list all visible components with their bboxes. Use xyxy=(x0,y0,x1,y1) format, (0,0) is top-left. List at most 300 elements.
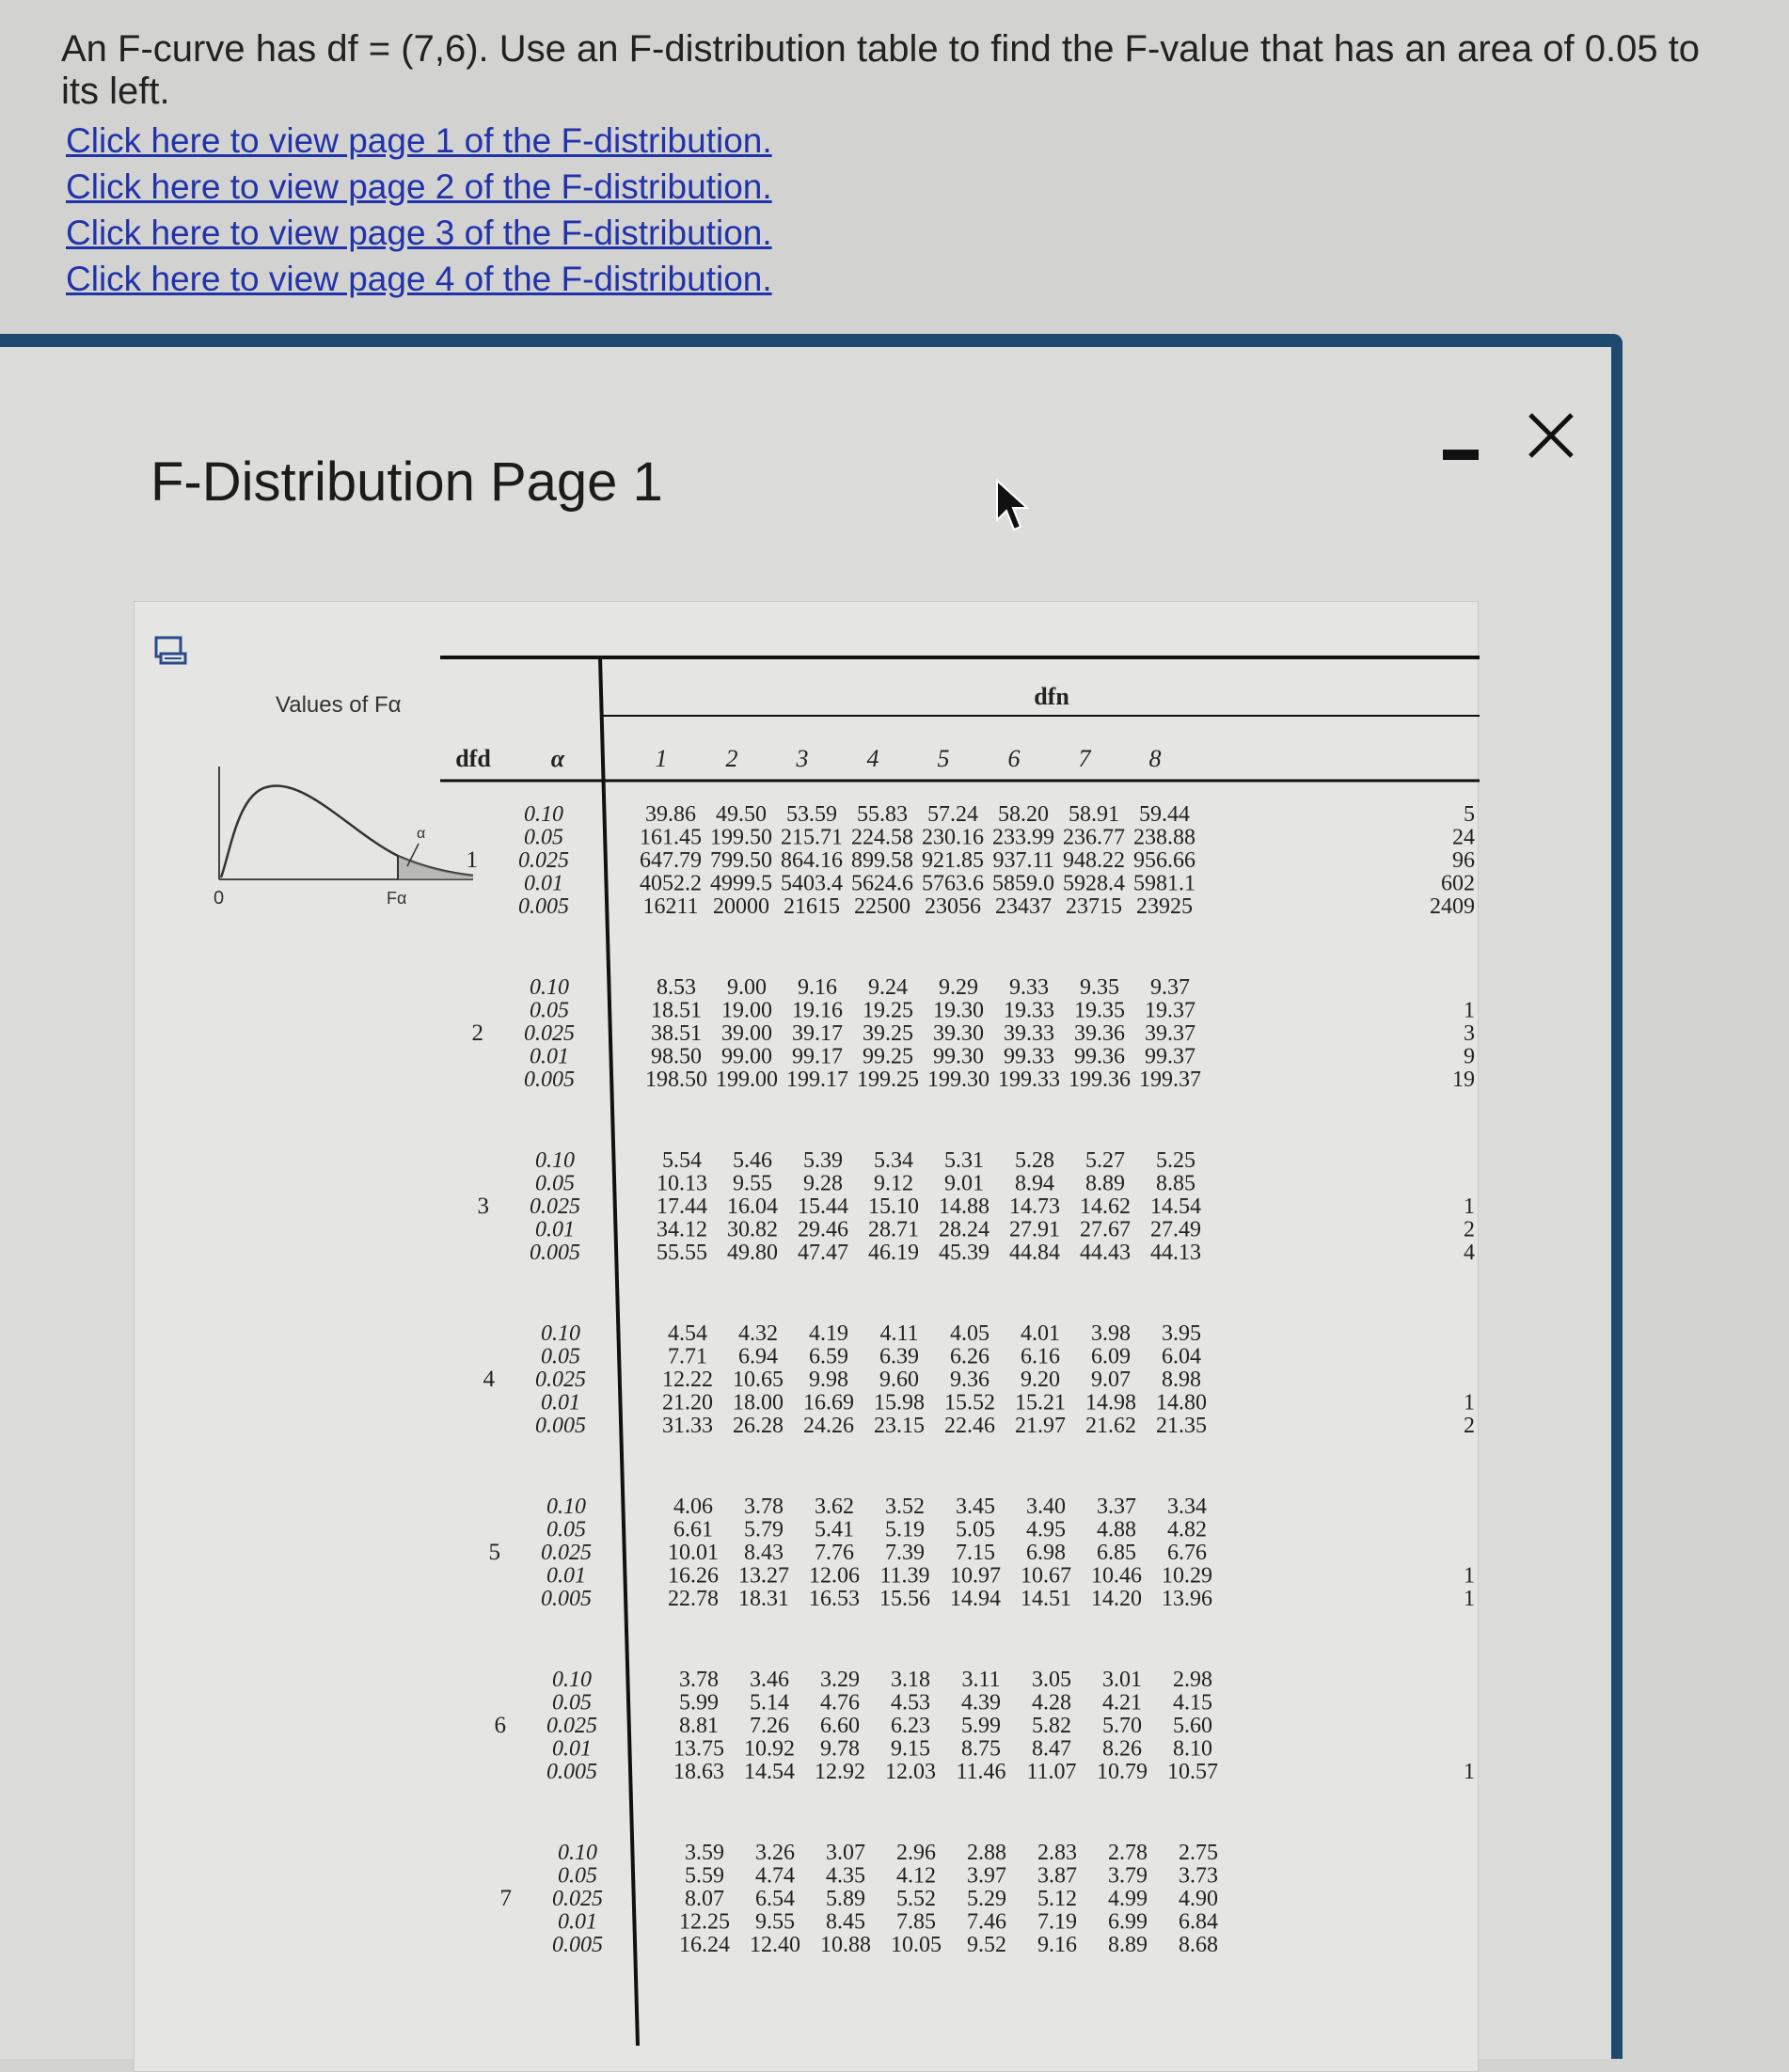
table-cell: 4.15 xyxy=(1173,1690,1212,1716)
alpha-value: 0.01 xyxy=(541,1390,580,1416)
table-cell: 58.91 xyxy=(1069,802,1119,827)
table-cell: 14.88 xyxy=(939,1194,989,1219)
table-cell: 6.98 xyxy=(1026,1541,1066,1565)
table-cell: 12.92 xyxy=(815,1760,865,1784)
table-cell: 28.71 xyxy=(868,1217,919,1242)
table-cell: 6.16 xyxy=(1021,1344,1060,1369)
table-cell: 11.46 xyxy=(956,1760,1006,1784)
table-cell: 8.94 xyxy=(1015,1171,1054,1196)
dfd-value: 5 xyxy=(488,1540,500,1565)
table-cell: 8.10 xyxy=(1173,1736,1212,1762)
table-cell: 22.78 xyxy=(668,1587,719,1611)
table-cell: 7.15 xyxy=(956,1541,995,1565)
table-cell: 5.46 xyxy=(733,1148,772,1173)
table-cell: 39.30 xyxy=(933,1021,984,1046)
minimize-button[interactable] xyxy=(1439,427,1484,472)
dfd-value: 6 xyxy=(494,1713,506,1738)
link-page-2[interactable]: Click here to view page 2 of the F-distribution. xyxy=(66,167,772,206)
table-cell: 12.06 xyxy=(809,1563,860,1589)
table-cell: 199.37 xyxy=(1139,1068,1201,1092)
table-cell-clipped: 5 xyxy=(1464,802,1475,827)
alpha-value: 0.10 xyxy=(552,1668,592,1692)
table-cell: 215.71 xyxy=(781,825,843,850)
table-cell: 12.03 xyxy=(885,1760,936,1784)
table-cell: 44.84 xyxy=(1009,1241,1060,1265)
alpha-value: 0.01 xyxy=(535,1217,575,1242)
table-cell: 9.01 xyxy=(944,1171,984,1196)
table-cell: 38.51 xyxy=(651,1021,702,1046)
table-cell: 230.16 xyxy=(922,825,984,850)
table-cell: 39.17 xyxy=(792,1021,843,1046)
table-cell-clipped: 602 xyxy=(1441,871,1475,896)
table-cell: 5.99 xyxy=(679,1690,719,1716)
link-page-3[interactable]: Click here to view page 3 of the F-distribution. xyxy=(66,214,772,252)
table-cell: 39.36 xyxy=(1074,1021,1125,1046)
table-cell: 5.05 xyxy=(956,1517,995,1542)
table-cell: 39.25 xyxy=(863,1021,913,1046)
link-page-1[interactable]: Click here to view page 1 of the F-distribution. xyxy=(66,121,772,160)
table-cell: 39.86 xyxy=(645,802,696,827)
table-cell: 3.05 xyxy=(1032,1668,1071,1692)
table-cell: 3.07 xyxy=(826,1841,865,1865)
table-cell: 199.25 xyxy=(857,1068,919,1092)
table-cell: 6.99 xyxy=(1108,1909,1148,1935)
table-cell: 5.31 xyxy=(944,1148,984,1173)
table-cell: 4.76 xyxy=(820,1690,860,1716)
table-cell: 59.44 xyxy=(1139,802,1190,827)
alpha-value: 0.025 xyxy=(530,1194,580,1219)
column-header: 1 xyxy=(655,745,668,772)
column-header: 7 xyxy=(1078,745,1091,772)
column-header: 6 xyxy=(1007,745,1021,772)
alpha-value: 0.10 xyxy=(530,975,569,1000)
table-cell: 7.76 xyxy=(815,1541,854,1565)
table-cell: 6.59 xyxy=(809,1344,848,1369)
alpha-label: α xyxy=(417,826,426,842)
table-cell: 8.89 xyxy=(1085,1171,1125,1196)
alpha-value: 0.05 xyxy=(530,998,569,1023)
table-cell: 27.91 xyxy=(1009,1217,1060,1242)
table-cell: 57.24 xyxy=(927,802,978,827)
table-cell: 23437 xyxy=(995,894,1052,919)
table-cell: 9.16 xyxy=(798,975,837,1000)
table-cell: 5.99 xyxy=(961,1714,1001,1738)
table-cell: 2.83 xyxy=(1037,1841,1077,1865)
table-cell: 99.33 xyxy=(1004,1044,1054,1069)
table-cell: 6.60 xyxy=(820,1714,860,1738)
table-cell: 49.50 xyxy=(716,802,767,827)
table-cell: 55.83 xyxy=(857,802,908,827)
table-cell: 99.30 xyxy=(933,1044,984,1069)
table-cell-clipped: 1 xyxy=(1464,1563,1475,1589)
table-cell: 5.41 xyxy=(815,1517,854,1542)
table-cell: 224.58 xyxy=(851,825,913,850)
column-header: 4 xyxy=(866,745,879,772)
table-cell: 3.95 xyxy=(1162,1321,1201,1346)
table-cell: 9.12 xyxy=(874,1171,913,1196)
table-cell: 4.82 xyxy=(1167,1517,1207,1542)
table-cell: 2.75 xyxy=(1179,1841,1218,1865)
alpha-value: 0.10 xyxy=(524,802,563,827)
table-cell: 11.39 xyxy=(879,1563,930,1589)
alpha-value: 0.025 xyxy=(546,1714,597,1738)
table-cell: 2.88 xyxy=(967,1841,1006,1865)
alpha-value: 0.01 xyxy=(558,1909,597,1935)
dfd-value: 3 xyxy=(477,1194,489,1219)
table-cell: 44.43 xyxy=(1080,1241,1131,1265)
table-cell: 12.25 xyxy=(679,1909,730,1935)
table-cell: 23056 xyxy=(925,894,981,919)
table-cell: 4.74 xyxy=(755,1863,795,1889)
table-cell: 15.52 xyxy=(944,1390,995,1416)
table-cell: 9.07 xyxy=(1091,1368,1131,1392)
table-cell: 3.78 xyxy=(679,1668,719,1692)
table-cell: 7.85 xyxy=(896,1909,936,1935)
table-cell: 3.11 xyxy=(961,1668,1001,1692)
table-cell: 10.57 xyxy=(1167,1760,1218,1784)
table-cell: 948.22 xyxy=(1063,848,1125,873)
table-cell: 9.24 xyxy=(868,975,908,1000)
table-cell: 39.33 xyxy=(1004,1021,1054,1046)
table-cell: 9.55 xyxy=(733,1171,772,1196)
table-cell: 19.00 xyxy=(721,998,772,1023)
table-cell: 4.53 xyxy=(891,1690,930,1716)
table-cell: 6.04 xyxy=(1162,1344,1201,1369)
table-cell-clipped: 1 xyxy=(1464,1194,1475,1219)
table-cell: 22.46 xyxy=(944,1414,995,1438)
table-cell: 53.59 xyxy=(786,802,837,827)
diagram-title: Values of Fα xyxy=(276,692,402,718)
table-cell: 5.29 xyxy=(967,1887,1006,1911)
table-cell: 3.59 xyxy=(685,1841,724,1865)
table-cell: 2.98 xyxy=(1173,1668,1212,1692)
table-cell: 13.96 xyxy=(1162,1587,1212,1611)
f-distribution-dialog xyxy=(0,334,1623,2059)
table-cell: 15.10 xyxy=(868,1194,919,1219)
table-cell: 14.80 xyxy=(1156,1390,1207,1416)
table-cell: 15.44 xyxy=(798,1194,848,1219)
table-cell: 937.11 xyxy=(992,848,1054,873)
table-cell: 4.32 xyxy=(738,1321,778,1346)
alpha-value: 0.10 xyxy=(535,1148,575,1173)
table-cell: 10.67 xyxy=(1021,1563,1071,1589)
table-cell: 14.54 xyxy=(744,1760,795,1784)
table-cell-clipped: 1 xyxy=(1464,998,1475,1023)
table-cell: 19.30 xyxy=(933,998,984,1023)
table-cell: 5.60 xyxy=(1173,1714,1212,1738)
alpha-value: 0.005 xyxy=(552,1933,603,1957)
table-cell: 4.28 xyxy=(1032,1690,1071,1716)
table-cell: 236.77 xyxy=(1063,825,1125,850)
table-cell: 6.39 xyxy=(879,1344,919,1369)
alpha-value: 0.05 xyxy=(558,1863,597,1889)
table-cell: 647.79 xyxy=(640,848,702,873)
table-cell: 3.62 xyxy=(815,1495,854,1519)
table-cell: 10.97 xyxy=(950,1563,1001,1589)
table-cell: 4.54 xyxy=(668,1321,707,1346)
table-cell: 7.71 xyxy=(668,1344,707,1369)
table-cell: 99.37 xyxy=(1145,1044,1195,1069)
table-cell: 4.90 xyxy=(1179,1887,1218,1911)
table-cell: 4.88 xyxy=(1097,1517,1136,1542)
table-cell: 21.97 xyxy=(1015,1414,1066,1438)
table-cell: 6.09 xyxy=(1091,1344,1131,1369)
column-header: 3 xyxy=(796,745,809,772)
alpha-header: α xyxy=(550,745,565,772)
table-cell: 11.07 xyxy=(1026,1760,1077,1784)
table-cell: 199.50 xyxy=(710,825,772,850)
table-cell: 19.35 xyxy=(1074,998,1125,1023)
table-cell: 4.11 xyxy=(879,1321,919,1346)
table-cell: 6.85 xyxy=(1097,1541,1136,1565)
table-cell: 7.19 xyxy=(1037,1909,1077,1935)
table-cell: 16211 xyxy=(642,894,699,919)
dfn-header: dfn xyxy=(1034,683,1069,710)
alpha-value: 0.01 xyxy=(530,1044,569,1069)
table-cell: 16.53 xyxy=(809,1587,860,1611)
table-cell: 8.85 xyxy=(1156,1171,1195,1196)
table-cell: 5.52 xyxy=(896,1887,936,1911)
table-cell-clipped: 1 xyxy=(1464,1760,1475,1784)
table-cell: 4999.5 xyxy=(710,871,772,896)
table-cell: 8.81 xyxy=(679,1714,719,1738)
table-cell: 6.84 xyxy=(1179,1909,1218,1935)
table-cell: 5.34 xyxy=(874,1148,913,1173)
table-cell: 10.46 xyxy=(1091,1563,1142,1589)
table-cell: 10.79 xyxy=(1097,1760,1148,1784)
alpha-value: 0.025 xyxy=(535,1368,586,1392)
table-cell: 18.51 xyxy=(651,998,702,1023)
table-cell: 34.12 xyxy=(657,1217,707,1242)
table-cell: 14.54 xyxy=(1150,1194,1201,1219)
close-icon xyxy=(1519,403,1585,469)
origin-label: 0 xyxy=(214,888,225,909)
table-cell: 199.33 xyxy=(998,1068,1060,1092)
table-cell: 3.78 xyxy=(744,1495,784,1519)
table-cell: 9.37 xyxy=(1150,975,1190,1000)
table-cell: 233.99 xyxy=(992,825,1054,850)
dfd-value: 7 xyxy=(499,1886,512,1911)
table-cell: 10.65 xyxy=(733,1368,784,1392)
table-cell-clipped: 3 xyxy=(1464,1021,1475,1046)
alpha-value: 0.005 xyxy=(518,894,569,919)
close-button[interactable] xyxy=(1519,403,1585,469)
table-cell: 4.99 xyxy=(1108,1887,1148,1911)
table-cell: 10.88 xyxy=(820,1933,871,1957)
table-cell: 3.97 xyxy=(967,1863,1006,1889)
table-cell: 14.20 xyxy=(1091,1587,1142,1611)
table-cell: 4.19 xyxy=(809,1321,848,1346)
table-cell: 3.37 xyxy=(1097,1495,1136,1519)
table-cell: 3.01 xyxy=(1102,1668,1142,1692)
table-cell: 4.05 xyxy=(950,1321,989,1346)
table-cell: 27.67 xyxy=(1080,1217,1131,1242)
table-cell: 5.70 xyxy=(1102,1714,1142,1738)
table-cell: 8.43 xyxy=(744,1541,784,1565)
table-cell: 8.45 xyxy=(826,1909,865,1935)
table-cell: 3.52 xyxy=(885,1495,925,1519)
table-divider xyxy=(600,657,638,2046)
table-panel xyxy=(134,601,1479,2072)
table-cell: 24.26 xyxy=(803,1414,854,1438)
alpha-value: 0.01 xyxy=(546,1563,586,1589)
table-cell: 14.51 xyxy=(1021,1587,1071,1611)
alpha-value: 0.05 xyxy=(524,825,563,850)
table-cell: 3.40 xyxy=(1026,1495,1066,1519)
table-cell: 45.39 xyxy=(939,1241,989,1265)
dfd-value: 1 xyxy=(466,847,478,873)
table-cell: 9.33 xyxy=(1009,975,1049,1000)
table-cell: 4.06 xyxy=(673,1495,713,1519)
print-icon[interactable] xyxy=(153,635,191,667)
table-cell: 47.47 xyxy=(798,1241,848,1265)
column-header: 2 xyxy=(725,745,738,772)
alpha-value: 0.05 xyxy=(552,1690,592,1716)
table-cell: 31.33 xyxy=(662,1414,713,1438)
table-cell: 3.46 xyxy=(750,1668,789,1692)
table-cell: 9.52 xyxy=(967,1933,1006,1957)
table-cell: 5624.6 xyxy=(851,871,913,896)
table-cell: 9.20 xyxy=(1021,1368,1060,1392)
table-cell: 3.26 xyxy=(755,1841,795,1865)
table-cell: 19.25 xyxy=(863,998,913,1023)
table-cell: 6.61 xyxy=(673,1517,713,1542)
table-cell: 15.98 xyxy=(874,1390,925,1416)
table-cell: 10.92 xyxy=(744,1736,795,1762)
table-cell: 7.26 xyxy=(750,1714,789,1738)
table-cell: 5981.1 xyxy=(1133,871,1195,896)
table-cell: 238.88 xyxy=(1133,825,1195,850)
table-cell: 9.29 xyxy=(939,975,978,1000)
table-cell: 5859.0 xyxy=(992,871,1054,896)
table-cell-clipped: 19 xyxy=(1452,1068,1475,1092)
table-cell: 14.94 xyxy=(950,1587,1001,1611)
table-cell: 8.89 xyxy=(1108,1933,1148,1957)
table-cell-clipped: 96 xyxy=(1452,848,1475,873)
alpha-value: 0.025 xyxy=(518,848,569,873)
question-text: An F-curve has df = (7,6). Use an F-distribution table to find the F-value that has an area of 0.05 to its left. xyxy=(61,28,1701,112)
alpha-value: 0.025 xyxy=(552,1887,603,1911)
table-cell: 21.62 xyxy=(1085,1414,1136,1438)
table-cell: 5403.4 xyxy=(781,871,843,896)
table-cell: 5763.6 xyxy=(922,871,984,896)
alpha-value: 0.005 xyxy=(524,1068,575,1092)
density-curve xyxy=(221,785,473,878)
table-cell: 22500 xyxy=(854,894,910,919)
alpha-value: 0.025 xyxy=(541,1541,592,1565)
table-cell: 99.17 xyxy=(792,1044,843,1069)
alpha-value: 0.005 xyxy=(541,1587,592,1611)
table-cell: 9.55 xyxy=(755,1909,795,1935)
table-cell-clipped: 2409 xyxy=(1430,894,1475,919)
table-cell: 27.49 xyxy=(1150,1217,1201,1242)
table-cell: 19.37 xyxy=(1145,998,1195,1023)
table-cell: 4.12 xyxy=(896,1863,936,1889)
table-cell: 14.98 xyxy=(1085,1390,1136,1416)
table-cell: 5.54 xyxy=(662,1148,702,1173)
table-cell: 5.39 xyxy=(803,1148,843,1173)
table-cell: 99.00 xyxy=(721,1044,772,1069)
table-cell: 30.82 xyxy=(727,1217,778,1242)
table-cell: 44.13 xyxy=(1150,1241,1201,1265)
table-cell: 18.63 xyxy=(673,1760,724,1784)
alpha-value: 0.005 xyxy=(546,1760,597,1784)
alpha-value: 0.005 xyxy=(530,1241,580,1265)
f-alpha-label: Fα xyxy=(387,889,407,908)
alpha-value: 0.10 xyxy=(558,1841,597,1865)
table-cell: 9.16 xyxy=(1037,1933,1077,1957)
table-cell: 9.28 xyxy=(803,1171,843,1196)
table-cell: 9.78 xyxy=(820,1736,860,1762)
table-cell: 5.59 xyxy=(685,1863,724,1889)
table-cell: 8.47 xyxy=(1032,1736,1071,1762)
table-cell-clipped: 2 xyxy=(1464,1414,1475,1438)
table-cell: 9.36 xyxy=(950,1368,989,1392)
table-cell: 3.29 xyxy=(820,1668,860,1692)
table-cell: 10.13 xyxy=(657,1171,707,1196)
table-cell: 19.16 xyxy=(792,998,843,1023)
table-cell: 4.01 xyxy=(1021,1321,1060,1346)
link-list xyxy=(66,118,772,302)
table-cell: 10.29 xyxy=(1162,1563,1212,1589)
table-cell: 5.25 xyxy=(1156,1148,1195,1173)
table-cell: 8.68 xyxy=(1179,1933,1218,1957)
table-cell: 921.85 xyxy=(922,848,984,873)
table-cell: 18.31 xyxy=(738,1587,789,1611)
table-cell: 28.24 xyxy=(939,1217,989,1242)
alpha-value: 0.10 xyxy=(546,1495,586,1519)
table-cell: 5.82 xyxy=(1032,1714,1071,1738)
table-cell: 5.28 xyxy=(1015,1148,1054,1173)
table-cell: 199.17 xyxy=(786,1068,848,1092)
table-cell: 9.15 xyxy=(891,1736,930,1762)
table-cell-clipped: 24 xyxy=(1452,825,1475,850)
alpha-value: 0.05 xyxy=(535,1171,575,1196)
alpha-value: 0.005 xyxy=(535,1414,586,1438)
table-cell: 21.20 xyxy=(662,1390,713,1416)
table-cell: 29.46 xyxy=(798,1217,848,1242)
table-cell: 3.45 xyxy=(956,1495,995,1519)
table-cell: 9.98 xyxy=(809,1368,848,1392)
alpha-value: 0.05 xyxy=(546,1517,586,1542)
link-page-4[interactable]: Click here to view page 4 of the F-distribution. xyxy=(66,260,772,298)
table-cell: 99.36 xyxy=(1074,1044,1125,1069)
table-cell: 4.21 xyxy=(1102,1690,1142,1716)
table-cell: 15.56 xyxy=(879,1587,930,1611)
table-cell: 6.54 xyxy=(755,1887,795,1911)
table-cell: 3.79 xyxy=(1108,1863,1148,1889)
dfd-header: dfd xyxy=(455,745,491,772)
table-cell: 4.95 xyxy=(1026,1517,1066,1542)
table-cell: 8.75 xyxy=(961,1736,1001,1762)
table-cell: 4.39 xyxy=(961,1690,1001,1716)
table-cell: 799.50 xyxy=(710,848,772,873)
table-cell: 20000 xyxy=(713,894,769,919)
table-cell: 3.98 xyxy=(1091,1321,1131,1346)
table-cell: 23715 xyxy=(1066,894,1122,919)
table-cell-clipped: 1 xyxy=(1464,1390,1475,1416)
table-cell: 13.27 xyxy=(738,1563,789,1589)
alpha-value: 0.01 xyxy=(524,871,563,896)
table-cell: 161.45 xyxy=(640,825,702,850)
table-cell-clipped: 1 xyxy=(1464,1587,1475,1611)
column-header: 5 xyxy=(937,745,950,772)
column-header: 8 xyxy=(1148,745,1162,772)
table-cell: 6.23 xyxy=(891,1714,930,1738)
table-cell: 5.19 xyxy=(885,1517,925,1542)
table-cell: 16.04 xyxy=(727,1194,778,1219)
table-cell: 864.16 xyxy=(781,848,843,873)
